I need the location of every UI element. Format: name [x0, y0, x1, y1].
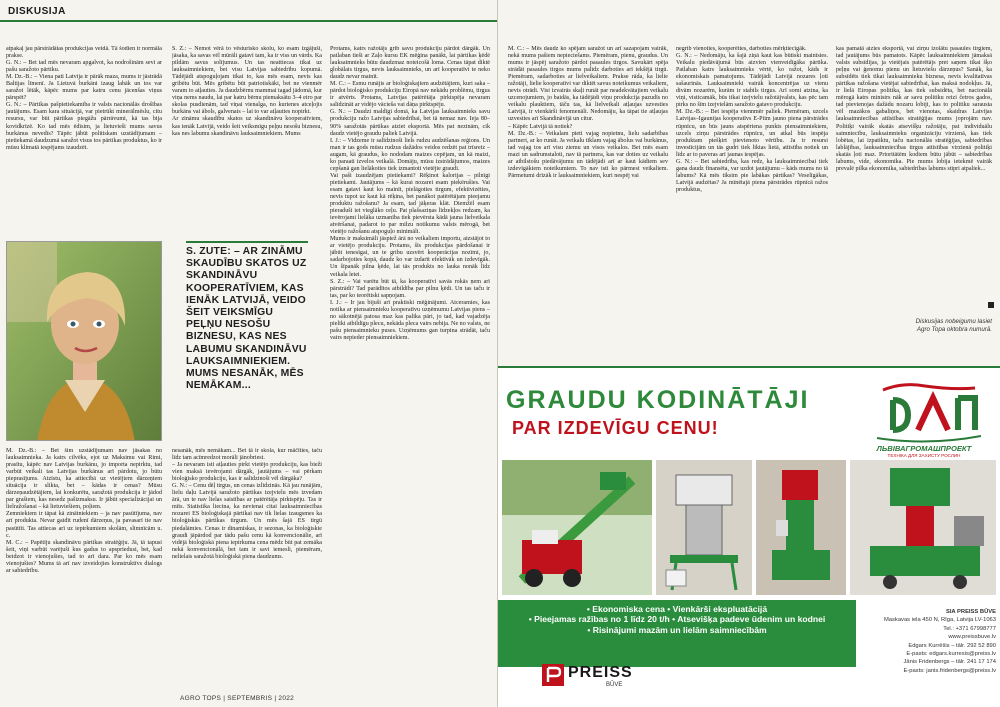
brand-logo-icon	[863, 380, 993, 450]
pull-quote-rule	[186, 241, 308, 243]
product-photo-compact-treater	[756, 460, 846, 595]
ad-feature-list	[498, 600, 856, 667]
feature-line-2: • Pieejamas ražības no 1 līdz 20 t/h • Atsevišķa padeve ūdenim un kodnei	[528, 614, 826, 625]
feature-line-3: • Risinājumi mazām un lielām saimniecībām	[587, 624, 767, 635]
column-4: M. C.: – Mēs daudz ko spējam saražot un arī sazapojam vairāk, nekā mums pašiem nepieciešams. Piemēram, pienu, graudus. Un mums ir jāspēj saražoto pārdot pasaules tirgos. Savukārt spēja strādāt pasaules tirgos mums palīdz darboties arī iekšējā tirgū. Piemēram, sadarboties ar lielveikaliem. Prakse rāda, ka lielie ražotāji, lielie kooperatīvi var diktēt savus noteikumus veikaliem, nevis otrādi. Visi izvairās skaļi runāt par neadekvātajiem veikalu uzcenojumiem, jo baidās, ka tādējādi viņu produkcija pazudīs no veikalu plauktiem, tāču tas, kā lielveikali atļaujas uzvesties Latvijā, ir vienkārši fenomenāli. Nedomāju, ka tāpat tie atļaujas uzvesties arī Skandināvijā un citur. – Kāpēc Latvijā tā notiek? M. Dz.-B.: – Veikalam pieti vajag nopietnu, lielu sadarbības partneri, ar ko runāt. Ja veikalu tīklam vajag ābolus vai burkānus, tad vajag tos arī visu ziemu un visos veikalos. Bet mēs esam mazi un sadrumstaloti, nav tā partnera, kas var doties uz veikalu ar atbilstošu piedāvājumu un tādējādi arī ar kaut kādiem sev izdevīgākiem noteikumiem. To nav isti ko pārmest veikaliem. Pārmetumi drīzāk ir lauksaimniekiem, kuri nespēj vai	[508, 46, 668, 179]
section-label: DISKUSIJA	[8, 6, 66, 17]
pull-quote: S. ZUTE: – AR ZINĀMU SKAUDĪBU SKATOS UZ SKANDINĀVU KOOPERATĪVIEM, KAS IENĀK LATVIJĀ, VEIDO ŠEIT VEIKSMĪGU PEĻŅU NESOŠU BIZNESU, KAS NES LABUMU SKANDINĀVU LAUKSAIMNIEKIEM. MUMS NESANĀK, MĒS NEMĀKAM...	[186, 246, 307, 392]
product-photo-stationary-treater	[656, 460, 752, 595]
dealer-phone: Tel.: +371 67998777	[943, 625, 996, 632]
left-page	[0, 0, 498, 707]
end-of-article-mark	[988, 302, 994, 308]
dealer-company: SIA PREISS BŪVE	[945, 609, 996, 615]
column-5: negrib vienoties, kooperēties, darboties mērķtiecīgāk. G. N.: – Nedomāju, ka šajā ziņā kaut kas būtiski mainīsies. Veikalu piedāvājumā būs aizvien vienveidīgāka pārtika. Patlaban katrs lauksaimnieks vērtē, ko ražot, kāds ir ekonomiskais pamatojums. Tādējādi Latvijā nozares ļoti sašaurinās. Lauksaimnieki vairāk koncentrējas uz vienu divām nozarēm, kurām ir stabils tirgus. Arī somi atzina, ka viņi, visticamāk, būs tikai izejvielu ražotājvalsts, kas pēc tam pirks no šīm izejvielām saražoto gatavo produkciju. M. Dz.-B.: – Bet iespēja viennmēr paliek. Piemēram, uzcels Latvijas–Igaunijas kooperatīvs E-Piim jauno piena pārstrādes rūpnīcu, un būs jauns atspēriena punkts piensaimniekiem, uzcels zirņu pārstrādes rūpnīcu, un atkal būs iespēja produktam piešķirt pievienoto vērtību. Ja ir resursi investīcijām un tās gudri tiek liktas lietā, attīstība notiek un līdz ar to paveras arī jaunas iespējas. G. N.: – Bet sabiedrība, kas redz, ka lauksaimniecībai tiek gana daudz finansēta, var uzdot jautājumu – kāds mums no tā labums? Kā mēs tiksim pie labākas pārtikas? Veselīgākas, Latvijā audzētas? Ja mīnētajā piena pārstrādes rūpnīcā ražos produktus,	[676, 46, 828, 193]
dealer-person-2: Jānis Fridenbergs – tālr. 241 17 174	[903, 659, 996, 666]
column-1-top: atpakaļ jau pārstrādātas produkcijas veidā. Tā šodien ir normāla prakse. G. N.: – Bet tad mēs nevaram apgalvot, ka nodrošinām sevi ar pašu saražoto pārtiku. M. Dz.-B.: – Viena pati Latvija ir pārāk maza, mums ir jāstrādā Baltijas līmenī. Ja Lietuvā burkāni izaug labāk un tos var saražot lētāk, kāpēc mums par katru cenu jācenšas viņus pārspēt? G. N.: – Pārtikas pašpietiekamība ir valsts nacionālās drošības jautājums. Esam kara situācijā, var pietrūkt minerālmēslu, citu resursu, var būt pārtikas piegāžu pārrāvumi, kā tas bija kovidkrīzē. Ko tad mēs ēdīsim, ja lietuvieši mums savus burkānus nevedīs? Tāpēc jābūt politiskam uzstādījumam – pietiekamā daudzumā saražot visus tos pārtikas produktus, ko ir mūsu klimatā iespējams izaudzēt.	[6, 46, 162, 151]
continuation-line-2: Agro Topa oktobra numurā.	[916, 326, 992, 333]
dealer-contact	[860, 608, 996, 675]
column-3: Protams, katrs ražotājs grib savu produkciju pārdot dārgāk. Un patlaban tieši ar Zaļo kursu EK mēģina panākt, lai pārtikas ķēdē lauksaimnieks būtu daudzmaz noteicošā loma. Cenas tāpat diktē globālais tirgus, nevis lauksaimnieks, un arī kooperatīvi te neko daudz nevar mainīt. M. C.: – Esmu runājis ar bioloģiskajiem audzētājiem, kuri saka – pārdot bioloģisko produkciju Eiropā nav nekādu problēmu, tirgus ir atvērts. Protams, Latvijas patērētāja pirktspēja nevaram salīdzināt ar vidējo vācieša vai dāņa pirktspēju. G. N.: – Daudzi maldīgi domā, ka Latvijas lauksaimnieks savu produkciju ražo Latvijas sabiedrībai, bet tā nemaz nav. Ieja 80–90% saražotās pārtikas aiziet eksportā. Mēs pat nezinām, cik daudz vietējo graudu paliek Latvijā. I. J.: – Vidzeme ir salīdzinoši liels rudzu audzēšanas reģions. Un man ir tas gods mūsu rudzus dažādos veidos redzēt pat trīsreiz – augam, kā graudus, ko nododam maizes cepējam, un kā maizi, ko paraati izvelos veikalā. Domāju, mūsu izstrādājumos, maizes cepšanā gan lielākoties tiek izmantoti vietējie graudi. Vai paši izaudzējam pietiekami? Rēķinot kalorijas – pilnīgi pietiekami. Jautājums – kā kurai nozarei esam piekēruŝies. Vai esam gatavi kaut ko mainīt, pielāgoties tirgum, efektivizēties, nevis tupot uz kaut kā rēķina, bet panākot patērētājam pieejamu produktu ražošanu? Ja esam, tad jāķeras klāt. Diemžēl esam pieraduši iet vieglāko ceļu. Pat plašsaziņas līdzekļos redzam, ka ievērojami lielāka uzmanība tiek pievērsta kādā jauna lielveikala atvēršanai, padarot to par milzu notikumu valsts mērogā, bet vietējo ražošanu atspoguļo minimāli. Mums ir maksimāli jāspiež ārā no veikaliem importu, aizstājot to ar vietējo produkciju. Protams, šīs produkcijas pārdošanai ir jābūt ienesīgai, un te gribu uzsvērt kooperācijas nozīmi, jo, sadarbojoties kopā, daudz ko var izdarīt efektīvāk un izdevīgāk. Un šīpanāk pilna ķēde, lai tās produkts no lauka nonāk līdz veikala letei. S. Z.: – Vai varētu būt tā, ka kooperatīvi savās rokās ņem arī pārstrādi? Tad parādītos atbildība par pilnu ķēdi. Un tas taču ir tas, par ko teorētiski sapņojam. I. J.: – Ir jau bijuši arī praktiski mēģinājumi. Atceramies, kas notika ar piensaimnieku kooperatīvu uzņēmumu Latvijas piens – no sākotnējā patosa maz kas palika pāri, jo tad, kad vajadzēja pieliki atbildīgu plecu, nekāda pleca vairs nebija. Ne no valsts, ne pašu piensaimnieku puses. Uzņēmums gan turpina strādāt, taču vairs nepieder piensaimniekiem.	[330, 46, 490, 341]
portrait-photo	[6, 241, 162, 441]
product-photo-large-treater	[850, 460, 996, 595]
ad-headline: GRAUDU KODINĀTĀJI	[506, 386, 810, 414]
column-1-bottom: M. Dz.-B.: – Bet šim uzstādījumam nav jāsakas no lauksaimnieka. Ja katrs cilvēks, ejot uz Maksimu vai Rimi, prasītu, kāpēc nav Latvijas burkānu, jo importa nepirktu, tad varbūt veikali tas Latvijas burkānus arī pārdotu, jo būtu pieprasījums. Atzīstu, ka attiecībā uz vietējiem dārzeņiem situācija ir slikta, bet – kādas ir cenas? Mūsu dārzeņaudzētājiem, lai konkurētu, saražotā produkcija ir jādod par grašiem, kas nesedz pašizmaksu. Ir jābūt specializācijai un lielražošanai – kā lietuviešiem, poļiem. Zemniekiem ir tāpat kā zinātniekiem – ja nav pasūtījuma, nav arī produkta. Nevar gaidīt rudenī dārzeņus, ja pavasarī tie nav pasūtīti. Tas attiecas arī uz iepirkumiem skolām, slimnīcām u. c. M. C.: – Papētīju skandināvu pārtikas stratēģiju. Jā, tā tapusi šeit, viņi varbūt varējuši kus gadus to apspriedusi, bet, kad beidzot ir vienojušies, tad to arī dara. Par ko mēs esam vienojušies? Mums tā arī nav izveidojies konstruktīvs dialogs ar sabiedrību.	[6, 448, 162, 574]
ad-subheadline: PAR IZDEVĪGU CENU!	[512, 418, 719, 438]
continuation-line-1: Diskusijas nobeigumu lasiet	[915, 318, 992, 325]
dealer-email-2: E-pasts: janis.fridenbergs@preiss.lv	[903, 667, 996, 674]
portrait-image	[7, 242, 162, 441]
dealer-logo-text: PREISS	[568, 664, 633, 681]
product-photo-auger-treater	[502, 460, 652, 595]
dealer-address: Maskavas iela 450 N, Rīga, Latvija LV-1063	[883, 617, 996, 624]
advertisement	[498, 366, 1000, 707]
feature-line-1: • Ekonomiska cena • Vienkārši ekspluatācijā	[586, 604, 768, 614]
column-2-top: S. Z.: – Nemot vērā to vēsturisko skolu, ko esam izgājuši, jāsaka, ka savas vēl mūrāli gatavi tam, ka ir viss un vārds. Ka pildām savus solījumus. Un tas neattiecas tikai uz lauksaimniekiem, bet visu Latvijas sabiedrību kopumā. Tādējādi atspoguļojam tikai to, kas mēs esam, nevis kas gribētu būt. Mēs gribētu būt patriotiskāki, bet ne vienmēr varam to atļauties. Ja daudzbērnu mammai tagad jādomā, kur viņa nems naudu, lai par katru bērnu piemaksātu 3–4 eiro par skolas pusdienām, tad viņai vienalga, no kurienes atceļojis burkāns vai ābols, galvenais – lai to var atļauties nopirkt. Ar zināmu skaudību skatos uz skandināvu kooperatīviem, kas ienāk Latvijā, veido šeit veiksmīgu peļņu nesošu biznesu, kas nes labumu skandināvu lauksaimniekiem. Mums	[172, 46, 322, 137]
dealer-email-1: E-pasts: edgars.kurresis@preiss.lv	[906, 651, 996, 658]
dealer-person-1: Edgars Kurrēšis – tālr. 292 52 890	[908, 642, 996, 649]
section-divider	[0, 20, 498, 22]
dealer-logo-subtext: BŪVE	[606, 682, 623, 688]
dealer-website: www.preissbuve.lv	[948, 634, 996, 641]
column-2-bottom: nesanāk, mēs nemākam... Bet tā ir skola, kur māčīties, taču līdz tam acīmredzot morāli jānobriest. – Ja nevaram isti atļauties pirkt vietējo produkciju, kas bieži vien maksā ievērojami dārgāk, jautājums – vai pērkam bioloģisko produkciju, kas ir salīdzinoši vēl dārgāka? G. N.: – Cenu dēļ tirgus, un cenas izlīdzinās. Kā jau runājām, lielu daļu Latvijā saražoto pārtikas izejvielu mēs izvedam ārā, un te nav lielas saistības ar patērētāja pirktspēju. Tas ir mīts. Statistika liecina, ka nevienai citai lauksaimniecības nozarei ES bioloģiskajā pārtikai nav tik lielas izaugsmes ka bioloģiskās pārtikas tirgum. Un mēs šajā ES tirgū piedalāmies. Cenas ir dinamiskas, ir sezonas, ka bioloģiskie graudi jāpārdod par tādu pašu cenu kā konvencionālie, arī vidējā bioloģiskā piena iepirkuma cena mēdz būt pat zemāka nekā konvencionālā, bet tam ir savi iemesli, piemēram, nelielais saražotā bioloģiskā piena daudzums.	[172, 448, 322, 560]
page-folio-left: AGRO TOPS | SEPTEMBRIS | 2022	[180, 695, 295, 702]
column-6: kas pamatā aizies eksportā, vai zirņu izolātu pasaules tirgiem, tad jautājums būs pamatots. Kāpēc lauksaimniekiem jāmaksā valsts subsīdijas, ja vietējais patērētājs pret saņem tikai šķo peļņu vai ģenomu pienu un lietuviešu dārzeņus? Sanāk, ka subsīdēts tiek tikai lauksaimnieku biznesa, nevis kvalitatīvas pārtikas ražošana vietējai sabiedrībai, kas maksā nodokļus. Jā, ir lielā Eiropas politika, kas tiek subsidēta, bet nacionālā mērogā katrs ministrs nāk ar savu politiku reizi četros gados, tad pievienojas dažādu nozaru lobiji, kas to politiku sarausta vēl mazākos gabaliņos, bet vienotas, skaidras Latvijas lauksaimniecības attīstības stratēģijas mums joprojām nav. Politiķi vairāk skatās atsevišķu ražotāju, pat individuālu saimniecību, lauksaimnieku organizāciju virzienā, kas tiek lobētas, lai izpatiktu, taču nacionālās stratēģijas, sabiedrības lablājības, lauksaimniecības tirgus attīstības virzienā politiķi skatās ļoti maz. Prioritātēm kodiem būtu jābūt – sabiedrības labums, vide, ekonomika. Pie mums lobija ietekmē vairāk prevalē pilka ekonomika, sabiedrības labums stipri atpaliek...	[836, 46, 992, 172]
brand-name: ЛЬВІВАГРОМАШПРОЕКТ	[876, 444, 972, 453]
continuation-note	[836, 318, 992, 334]
brand-tagline: ТЕХНІКА ДЛЯ ЗАХИСТУ РОСЛИН	[887, 453, 961, 458]
